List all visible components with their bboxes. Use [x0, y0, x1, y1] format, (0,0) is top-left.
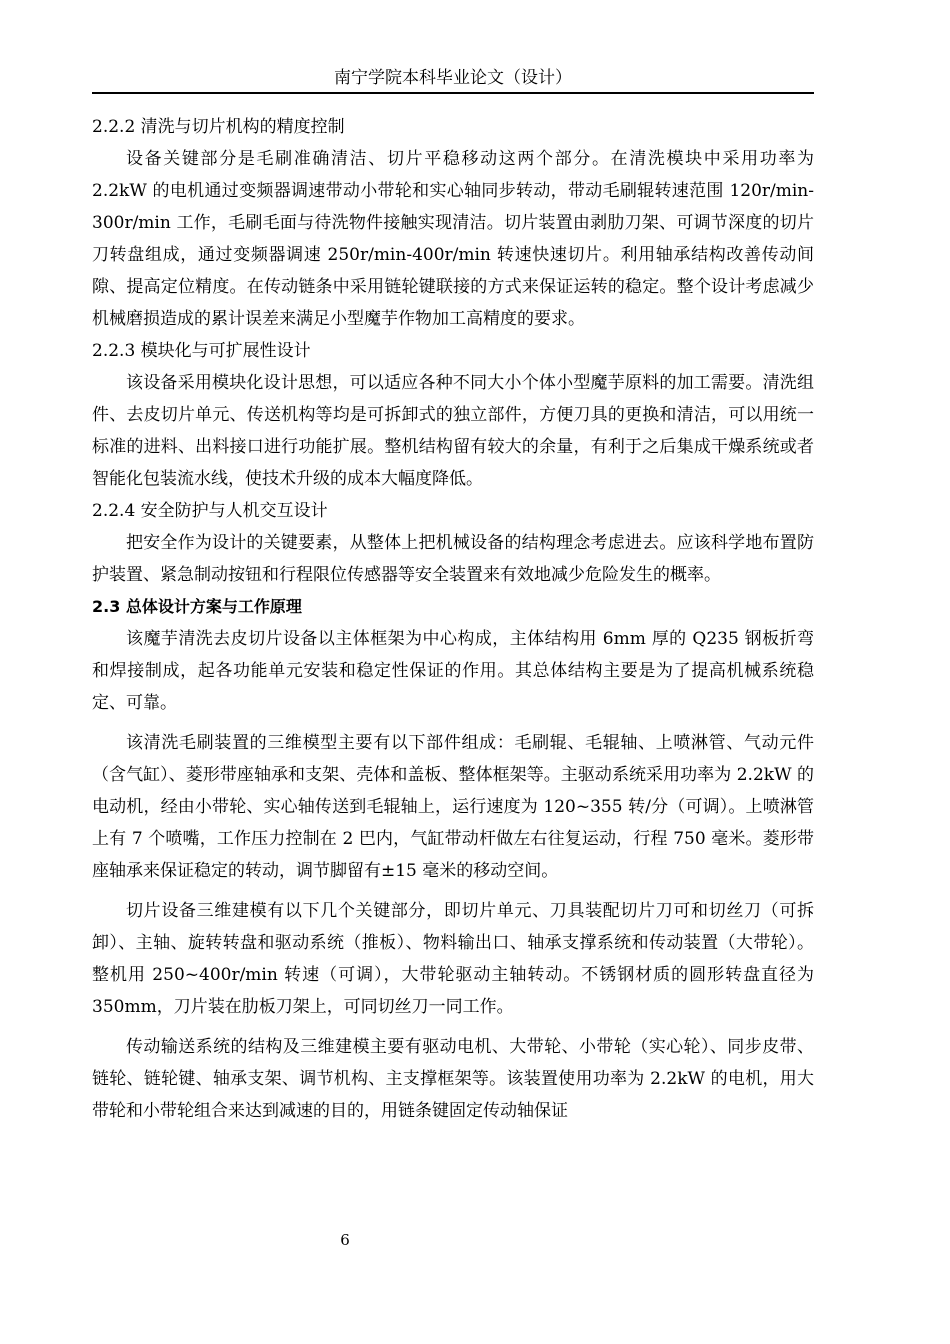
page-number: 6 — [340, 1231, 350, 1249]
paragraph: 设备关键部分是毛刷准确清洁、切片平稳移动这两个部分。在清洗模块中采用功率为 2.2kW 的电机通过变频器调速带动小带轮和实心轴同步转动，带动毛刷辊转速范围 120r/min-300r/min 工作，毛刷毛面与待洗物件接触实现清洁。切片装置由剥肋刀架、可调节深度的切片刀转盘组成，通过变频器调速 250r/min-400r/min 转速快速切片。利用轴承结构改善传动间隙、提高定位精度。在传动链条中采用链轮键联接的方式来保证运转的稳定。整个设计考虑减少机械磨损造成的累计误差来满足小型魔芋作物加工高精度的要求。 — [92, 149, 814, 329]
paragraph: 该设备采用模块化设计思想，可以适应各种不同大小个体小型魔芋原料的加工需要。清洗组件、去皮切片单元、传送机构等均是可拆卸式的独立部件，方便刀具的更换和清洁，可以用统一标准的进料、出料接口进行功能扩展。整机结构留有较大的余量，有利于之后集成干燥系统或者智能化包装流水线，使技术升级的成本大幅度降低。 — [92, 373, 814, 489]
section-heading-2-2-3: 2.2.3 模块化与可扩展性设计 — [92, 341, 311, 361]
document-body — [92, 111, 814, 1127]
paragraph: 传动输送系统的结构及三维建模主要有驱动电机、大带轮、小带轮（实心轮）、同步皮带、链轮、链轮键、轴承支架、调节机构、主支撑框架等。该装置使用功率为 2.2kW 的电机，用大带轮和小带轮组合来达到减速的目的，用链条键固定传动轴保证 — [92, 1037, 814, 1121]
section-heading-2-3: 2.3 总体设计方案与工作原理 — [92, 597, 302, 616]
paragraph: 切片设备三维建模有以下几个关键部分，即切片单元、刀具装配切片刀可和切丝刀（可拆卸）、主轴、旋转转盘和驱动系统（推板）、物料输出口、轴承支撑系统和传动装置（大带轮）。整机用 250~400r/min 转速（可调），大带轮驱动主轴转动。不锈钢材质的圆形转盘直径为 350mm，刀片装在肋板刀架上，可同切丝刀一同工作。 — [92, 901, 814, 1017]
paragraph: 该清洗毛刷装置的三维模型主要有以下部件组成：毛刷辊、毛辊轴、上喷淋管、气动元件（含气缸）、菱形带座轴承和支架、壳体和盖板、整体框架等。主驱动系统采用功率为 2.2kW 的电动机，经由小带轮、实心轴传送到毛辊轴上，运行速度为 120~355 转/分（可调）。上喷淋管上有 7 个喷嘴，工作压力控制在 2 巴内，气缸带动杆做左右往复运动，行程 750 毫米。菱形带座轴承来保证稳定的转动，调节脚留有±15 毫米的移动空间。 — [92, 733, 814, 881]
section-heading-2-2-2: 2.2.2 清洗与切片机构的精度控制 — [92, 117, 345, 137]
section-heading-2-2-4: 2.2.4 安全防护与人机交互设计 — [92, 501, 328, 521]
page-header-title: 南宁学院本科毕业论文（设计） — [334, 68, 572, 88]
paragraph: 把安全作为设计的关键要素，从整体上把机械设备的结构理念考虑进去。应该科学地布置防护装置、紧急制动按钮和行程限位传感器等安全装置来有效地减少危险发生的概率。 — [92, 533, 814, 585]
paragraph: 该魔芋清洗去皮切片设备以主体框架为中心构成，主体结构用 6mm 厚的 Q235 钢板折弯和焊接制成，起各功能单元安装和稳定性保证的作用。其总体结构主要是为了提高机械系统稳定、可靠。 — [92, 629, 814, 713]
header-rule — [92, 92, 814, 94]
